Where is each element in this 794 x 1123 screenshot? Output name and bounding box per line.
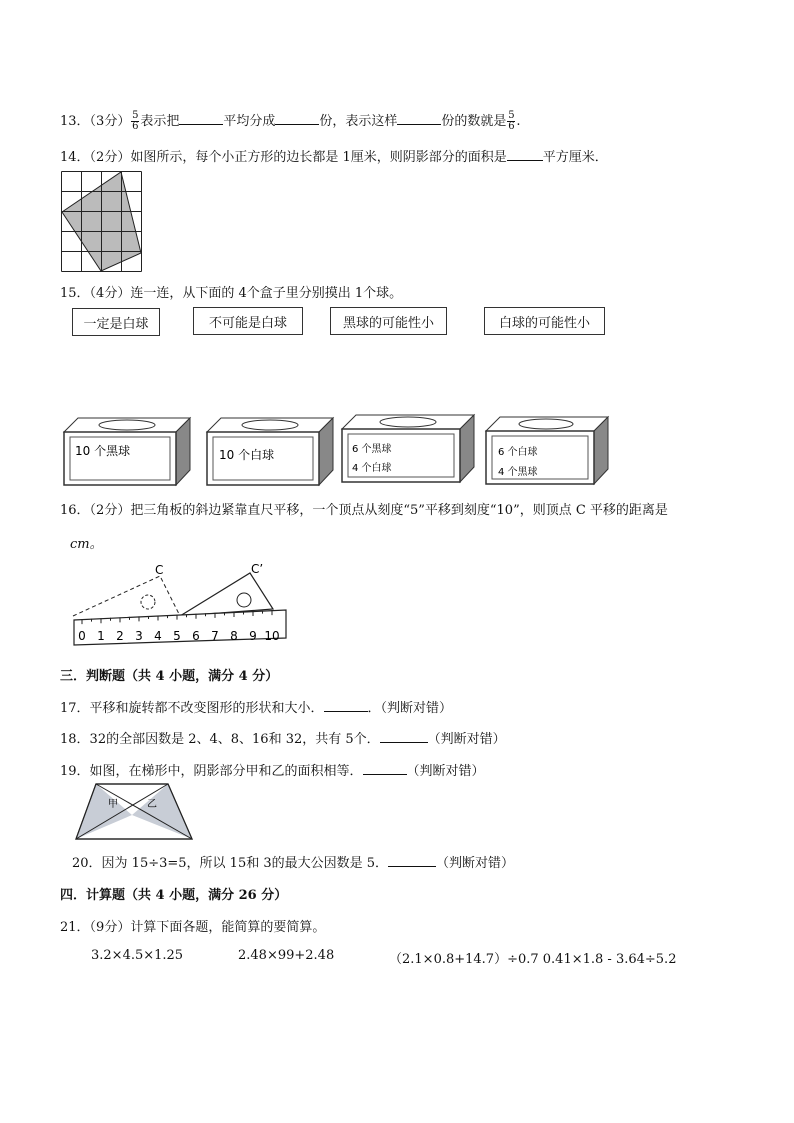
answer-blank[interactable] <box>275 113 319 125</box>
label-jia: 甲 <box>108 799 118 810</box>
box3-line2: 4 个白球 <box>352 463 392 474</box>
answer-blank[interactable] <box>380 731 428 743</box>
answer-blank[interactable] <box>507 149 543 161</box>
question-18: 18．32的全部因数是 2、4、8、16和 32，共有 5个． （判断对错） <box>60 732 506 747</box>
ruler-tick-label: 8 <box>230 629 238 643</box>
question-19: 19．如图，在梯形中，阴影部分甲和乙的面积相等． （判断对错） <box>60 764 485 779</box>
fraction-5-6: $\frac{5}{6}$ <box>508 110 515 132</box>
question-17: 17．平移和旋转都不改变图形的形状和大小． ．（判断对错） <box>60 701 453 716</box>
fraction-5-6: $\frac{5}{6}$ <box>132 110 139 132</box>
answer-blank[interactable] <box>388 855 436 867</box>
label-box-white-less-likely[interactable]: 白球的可能性小 <box>484 307 605 335</box>
ruler-tick-label: 1 <box>97 629 105 643</box>
question-16-unit: cm。 <box>70 537 103 552</box>
section-4-title: 四．计算题（共 4 小题，满分 26 分） <box>60 888 288 903</box>
ruler-tick-label: 6 <box>192 629 200 643</box>
ball-box-2[interactable] <box>205 408 340 488</box>
label-box-black-less-likely[interactable]: 黑球的可能性小 <box>330 307 447 335</box>
box4-line2: 4 个黑球 <box>498 467 538 478</box>
answer-blank[interactable] <box>397 113 441 125</box>
ruler-tick-label: 0 <box>78 629 86 643</box>
box4-line1: 6 个白球 <box>498 447 538 458</box>
ruler-tick-label: 5 <box>173 629 181 643</box>
ruler-tick-label: 4 <box>154 629 162 643</box>
box2-line1: 10 个白球 <box>219 448 275 462</box>
question-16: 16．（2分）把三角板的斜边紧靠直尺平移，一个顶点从刻度“5”平移到刻度“10”，则顶点 C 平移的距离是 <box>60 503 668 518</box>
calc-item-2: 2.48×99+2.48 <box>238 948 335 963</box>
trapezoid-figure <box>74 782 194 842</box>
calc-item-1: 3.2×4.5×1.25 <box>91 948 184 963</box>
label-box-certain-white[interactable]: 一定是白球 <box>72 308 160 336</box>
ruler-tick-label: 9 <box>249 629 257 643</box>
question-15: 15．（4分）连一连，从下面的 4个盒子里分别摸出 1个球。 <box>60 286 403 301</box>
grid-figure <box>61 171 143 272</box>
calc-item-3: （2.1×0.8+14.7）÷0.7 0.41×1.8 - 3.64÷5.2 <box>389 952 677 967</box>
answer-blank[interactable] <box>324 700 368 712</box>
question-14: 14．（2分）如图所示，每个小正方形的边长都是 1厘米，则阴影部分的面积是 平方厘米． <box>60 150 608 165</box>
q13-prefix: 13．（3分） <box>60 114 131 129</box>
ruler-triangle-figure <box>68 558 290 650</box>
answer-blank[interactable] <box>179 113 223 125</box>
section-3-title: 三．判断题（共 4 小题，满分 4 分） <box>60 669 279 684</box>
question-21: 21．（9分）计算下面各题，能简算的要简算。 <box>60 920 326 935</box>
ruler-tick-label: 10 <box>264 629 280 643</box>
label-box-impossible-white[interactable]: 不可能是白球 <box>193 307 303 335</box>
box3-line1: 6 个黑球 <box>352 444 392 455</box>
ball-box-4[interactable] <box>484 407 612 489</box>
question-20: 20．因为 15÷3=5，所以 15和 3的最大公因数是 5． （判断对错） <box>72 856 515 871</box>
ruler-tick-label: 2 <box>116 629 124 643</box>
ball-box-1[interactable] <box>60 408 195 488</box>
answer-blank[interactable] <box>363 763 407 775</box>
ruler-tick-label: 7 <box>211 629 219 643</box>
question-13: 13．（3分） $\frac{5}{6}$ 表示把 平均分成 份，表示这样 份的数就是 $\frac{5}{6}$ . <box>60 110 521 132</box>
label-yi: 乙 <box>147 799 157 810</box>
box1-line1: 10 个黑球 <box>75 444 131 458</box>
label-c-prime: C’ <box>251 562 264 576</box>
ball-box-3[interactable] <box>340 405 480 487</box>
ruler-tick-label: 3 <box>135 629 143 643</box>
label-c: C <box>155 563 164 577</box>
